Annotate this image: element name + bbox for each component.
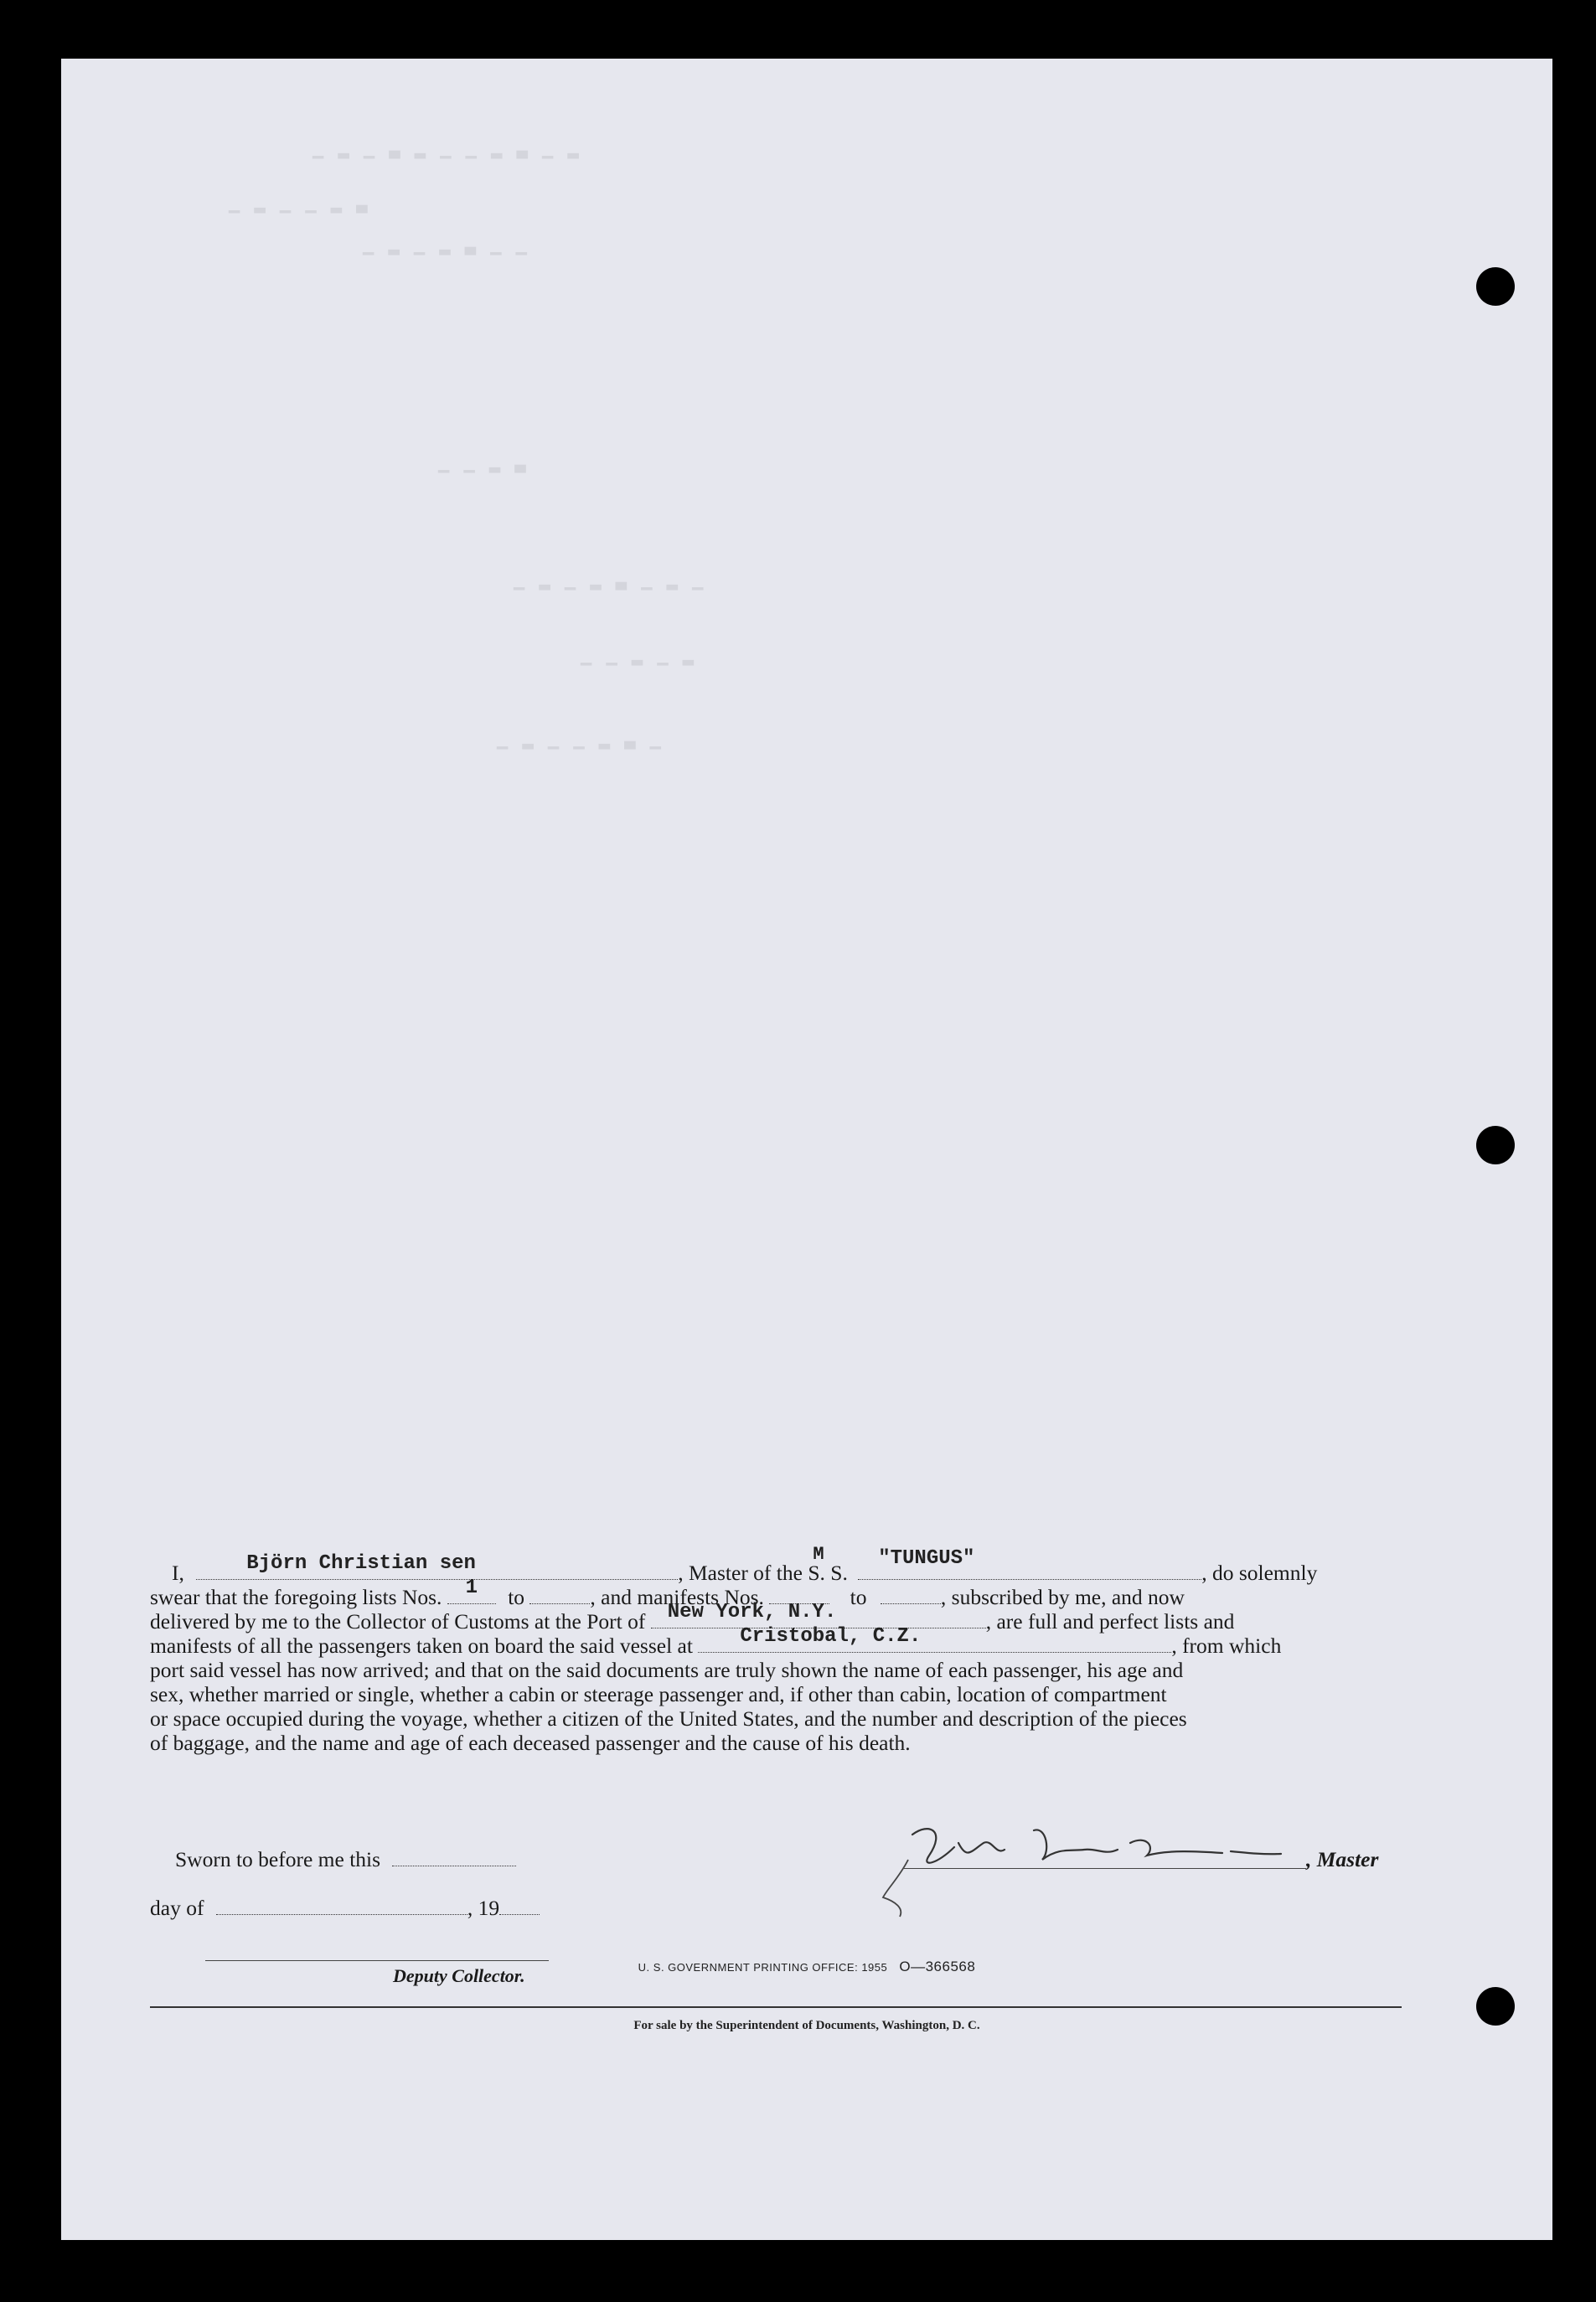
print-code: O—366568 [899,1959,976,1974]
sworn-day-field [392,1847,516,1866]
master-label: , Master [1306,1847,1379,1871]
bleed-through-text: ▁ ▁ ▂ ▃ [438,453,528,474]
bleed-through-text: ▁ ▂ ▁ ▂ ▃ ▁ ▂ ▁ [514,570,705,591]
to-text-1: to [508,1585,525,1609]
delivered-text: delivered by me to the Collector of Customs at the Port of [150,1609,646,1634]
from-which-text: , from which [1171,1634,1282,1658]
oath-line-7: or space occupied during the voyage, whether a citizen of the United States, and the number and description of the pieces [150,1706,1187,1731]
vessel-type-superscript: M [813,1544,824,1565]
punch-hole [1476,267,1515,306]
day-of-label: day of [150,1896,204,1920]
vessel-name-field [858,1547,1201,1580]
oath-line-1 [150,1544,1402,1585]
to-text-2: to [850,1585,867,1609]
year-prefix: , 19 [467,1896,500,1920]
full-lists-text: , are full and perfect lists and [985,1609,1235,1634]
do-solemnly-text: , do solemnly [1201,1561,1318,1585]
list-to-field [529,1585,590,1604]
date-line [150,1896,540,1921]
list-from-field [447,1577,496,1604]
for-sale-note: For sale by the Superintendent of Documents, Washington, D. C. [633,2019,980,2032]
departure-port: Cristobal, C.Z. [740,1625,922,1648]
subscribed-text: , subscribed by me, and now [940,1585,1185,1609]
and-manifests-text: , and manifests Nos. [590,1585,764,1609]
month-field [216,1896,467,1915]
oath-lead: I, [172,1561,184,1585]
master-name: Björn Christian sen [246,1552,476,1575]
swear-text: swear that the foregoing lists Nos. [150,1585,442,1609]
document-page [61,59,1552,2240]
punch-hole [1476,1126,1515,1164]
list-from-number: 1 [465,1577,478,1599]
year-field [499,1896,540,1915]
vessel-name: "TUNGUS" [878,1547,975,1570]
printing-office-text: U. S. GOVERNMENT PRINTING OFFICE: 1955 [638,1961,888,1974]
oath-line-8: of baggage, and the name and age of each deceased passenger and the cause of his death. [150,1731,911,1755]
oath-line-4 [150,1625,1402,1658]
oath-line-5: port said vessel has now arrived; and that on the said documents are truly shown the name of each passenger, his age and [150,1658,1184,1682]
bleed-through-text: ▁ ▂ ▁ ▁ ▂ ▃ ▁ [497,730,663,751]
departure-port-field [698,1625,1171,1653]
oath-paragraph [150,1544,1402,1755]
sworn-label: Sworn to before me this [175,1847,381,1871]
deputy-collector-label: Deputy Collector. [393,1965,525,1986]
master-signature [879,1818,1315,1918]
printing-office-note [61,1959,1552,1975]
bottom-rule [150,2006,1402,2008]
oath-line-6: sex, whether married or single, whether a cabin or steerage passenger and, if other than cabin, location of compartment [150,1682,1167,1706]
bleed-through-text: ▁ ▂ ▁ ▂ ▃ ▁ ▁ [363,235,529,256]
vessel-prefix: S. S. [808,1561,848,1585]
bleed-through-text: ▁ ▂ ▁ ▃ ▂ ▁ ▁ ▂ ▃ ▁ ▂ [312,139,581,160]
manifests-text: manifests of all the passengers taken on board the said vessel at [150,1634,693,1658]
master-name-field [196,1552,678,1580]
bleed-through-text: ▁ ▂ ▁ ▁ ▂ ▃ [229,194,369,214]
bleed-through-text: ▁ ▁ ▂ ▁ ▂ [581,646,696,667]
master-of-the-text: , Master of the [678,1561,803,1585]
sworn-line [175,1847,516,1872]
arrival-port: New York, N.Y. [667,1601,837,1623]
